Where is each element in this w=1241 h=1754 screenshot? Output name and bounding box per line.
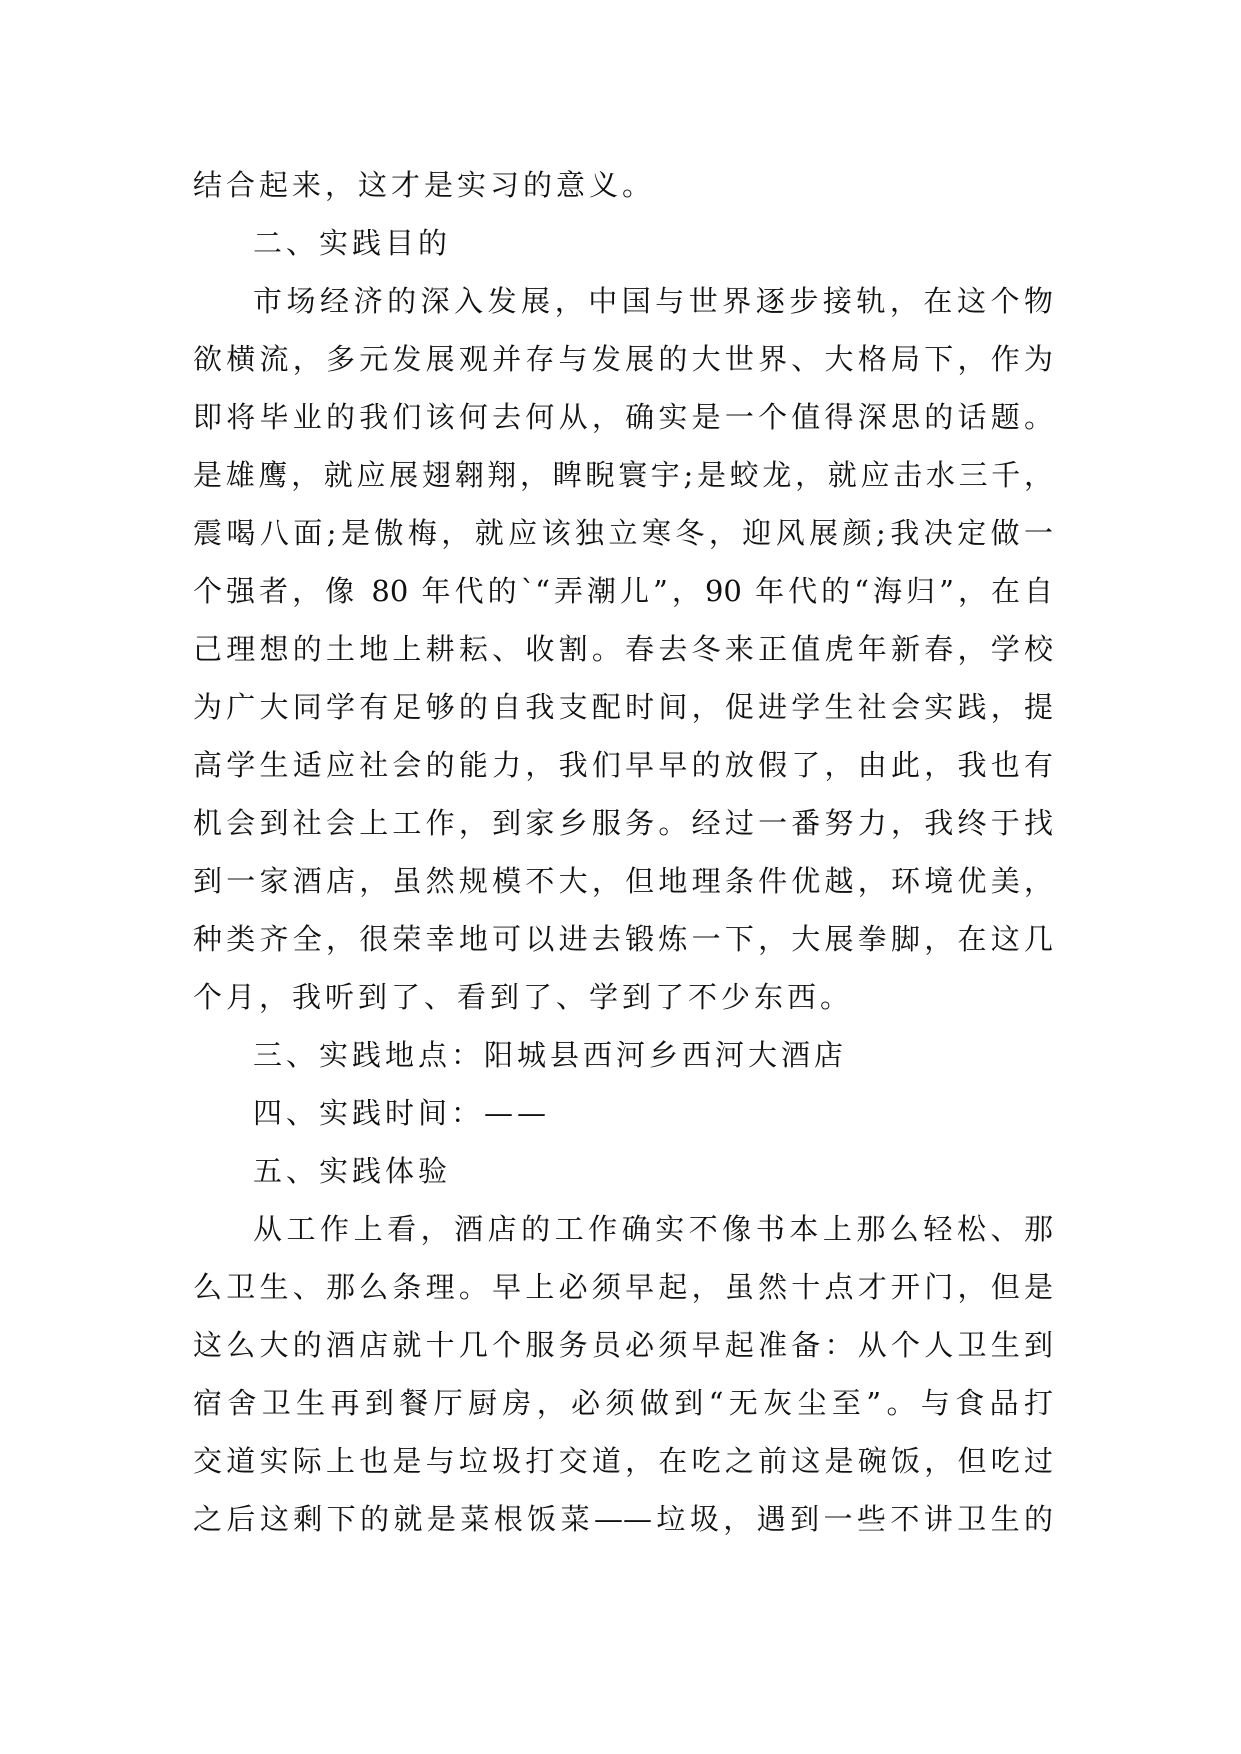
paragraph-line: 个月，我听到了、看到了、学到了不少东西。 [193, 980, 854, 1014]
paragraph-line: 从工作上看，酒店的工作确实不像书本上那么轻松、那 [253, 1212, 1053, 1246]
paragraph-line: 为广大同学有足够的自我支配时间，促进学生社会实践，提 [193, 690, 1053, 724]
paragraph-line: 高学生适应社会的能力，我们早早的放假了，由此，我也有 [193, 748, 1053, 782]
paragraph-line: 己理想的土地上耕耘、收割。春去冬来正值虎年新春，学校 [193, 632, 1053, 666]
paragraph-line: 之后这剩下的就是菜根饭菜——垃圾，遇到一些不讲卫生的 [193, 1502, 1053, 1536]
paragraph-line: 到一家酒店，虽然规模不大，但地理条件优越，环境优美， [193, 864, 1053, 898]
section-heading: 二、实践目的 [253, 226, 452, 260]
paragraph-line: 结合起来，这才是实习的意义。 [193, 168, 656, 202]
paragraph-line: 市场经济的深入发展，中国与世界逐步接轨，在这个物 [253, 284, 1053, 318]
section-heading: 三、实践地点：阳城县西河乡西河大酒店 [253, 1038, 848, 1072]
section-heading: 五、实践体验 [253, 1154, 452, 1188]
paragraph-line: 是雄鹰，就应展翅翱翔，睥睨寰宇;是蛟龙，就应击水三千， [193, 458, 1053, 492]
paragraph-line: 即将毕业的我们该何去何从，确实是一个值得深思的话题。 [193, 400, 1053, 434]
paragraph-line: 宿舍卫生再到餐厅厨房，必须做到“无灰尘至”。与食品打 [193, 1386, 1053, 1420]
paragraph-line: 机会到社会上工作，到家乡服务。经过一番努力，我终于找 [193, 806, 1053, 840]
paragraph-line: 这么大的酒店就十几个服务员必须早起准备：从个人卫生到 [193, 1328, 1053, 1362]
document-body [193, 156, 1053, 1548]
paragraph-line: 交道实际上也是与垃圾打交道，在吃之前这是碗饭，但吃过 [193, 1444, 1053, 1478]
section-heading: 四、实践时间：—— [253, 1096, 551, 1130]
paragraph-line: 么卫生、那么条理。早上必须早起，虽然十点才开门，但是 [193, 1270, 1053, 1304]
paragraph-line: 个强者，像 80 年代的`“弄潮儿”，90 年代的“海归”，在自 [193, 574, 1053, 608]
paragraph-line: 震喝八面;是傲梅，就应该独立寒冬，迎风展颜;我决定做一 [193, 516, 1053, 550]
paragraph-line: 种类齐全，很荣幸地可以进去锻炼一下，大展拳脚，在这几 [193, 922, 1053, 956]
paragraph-line: 欲横流，多元发展观并存与发展的大世界、大格局下，作为 [193, 342, 1053, 376]
